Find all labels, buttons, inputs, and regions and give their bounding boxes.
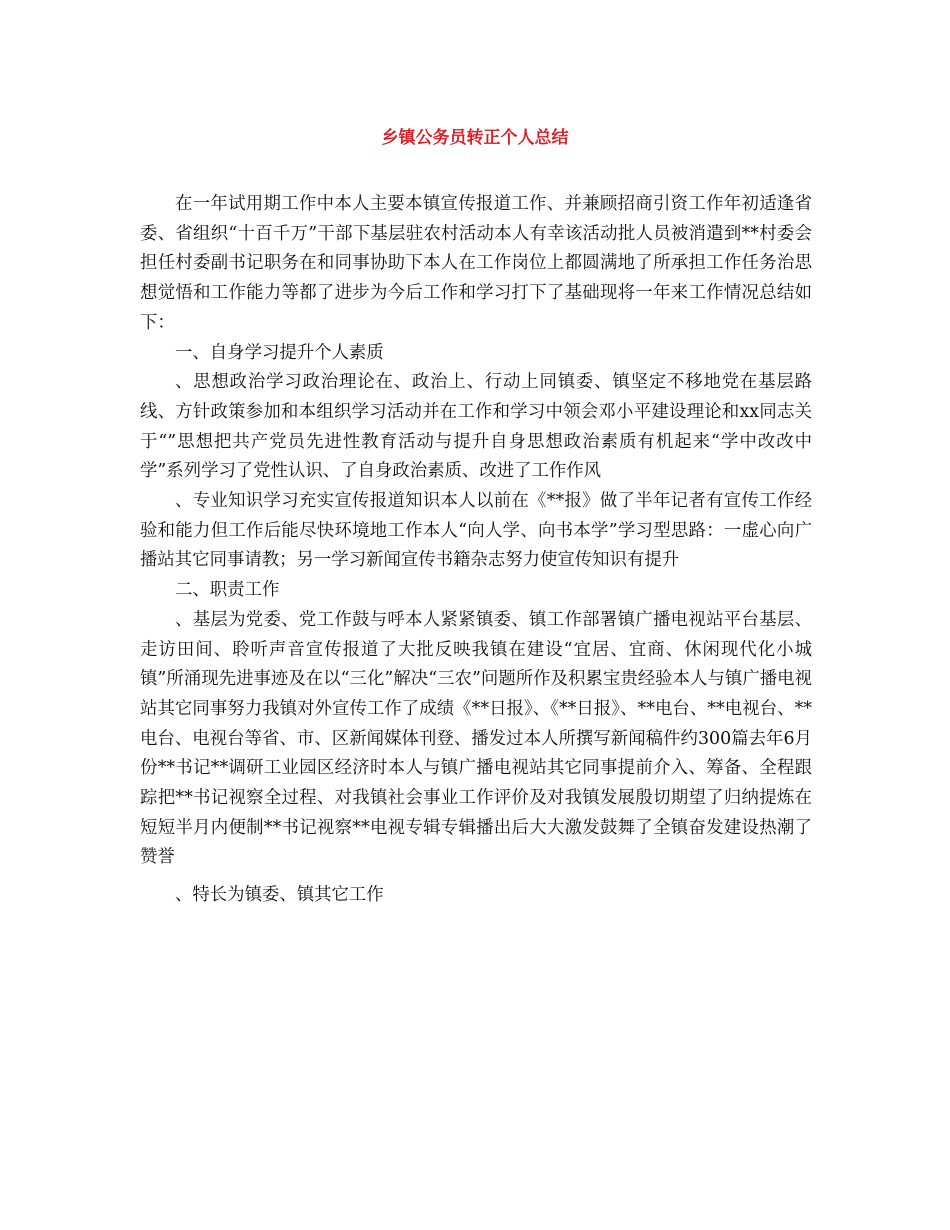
paragraph-professional-study: 、专业知识学习充实宣传报道知识本人以前在《**报》做了半年记者有宣传工作经验和能力但工作后能尽快环境地工作本人“向人学、向书本学”学习型思路：一虚心向广播站其它同事请教；另一学习新闻宣传书籍杂志努力使宣传知识有提升 — [140, 491, 812, 571]
paragraph-political-study: 、思想政治学习政治理论在、政治上、行动上同镇委、镇坚定不移地党在基层路线、方针政策参加和本组织学习活动并在工作和学习中领会邓小平建设理论和xx同志关于“”思想把共产党员先进性教育活动与提升自身思想政治素质有机起来“学中改改中学”系列学习了党性认识、了自身政治素质、改进了工作作风 — [140, 372, 812, 482]
paragraph-grassroots-work: 、基层为党委、党工作鼓与呼本人紧紧镇委、镇工作部署镇广播电视站平台基层、走访田间、聆听声音宣传报道了大批反映我镇在建设“宜居、宜商、休闲现代化小城镇”所涌现先进事迹及在以“三化”解决“三农”问题所作及积累宝贵经验本人与镇广播电视站其它同事努力我镇对外宣传工作了成绩《**日报》、《**日报》、**电台、**电视台、**电台、电视台等省、市、区新闻媒体刊登、播发过本人所撰写新闻稿件约300篇去年6月份**书记**调研工业园区经济时本人与镇广播电视站其它同事提前介入、筹备、全程跟踪把**书记视察全过程、对我镇社会事业工作评价及对我镇发展殷切期望了归纳提炼在短短半月内便制**书记视察**电视专辑专辑播出后大大激发鼓舞了全镇奋发建设热潮了赞誉 — [140, 609, 812, 868]
paragraph-intro: 在一年试用期工作中本人主要本镇宣传报道工作、并兼顾招商引资工作年初适逢省委、省组织“十百千万”干部下基层驻农村活动本人有幸该活动批人员被消遣到**村委会担任村委副书记职务在和同事协助下本人在工作岗位上都圆满地了所承担工作任务治思想觉悟和工作能力等都了进步为今后工作和学习打下了基础现将一年来工作情况总结如下： — [140, 194, 812, 333]
heading-section-1: 一、自身学习提升个人素质 — [175, 342, 384, 363]
document-title: 乡镇公务员转正个人总结 — [381, 128, 569, 148]
document-body — [140, 190, 812, 911]
paragraph-other-work: 、特长为镇委、镇其它工作 — [175, 885, 384, 906]
heading-section-2: 二、职责工作 — [175, 580, 280, 601]
